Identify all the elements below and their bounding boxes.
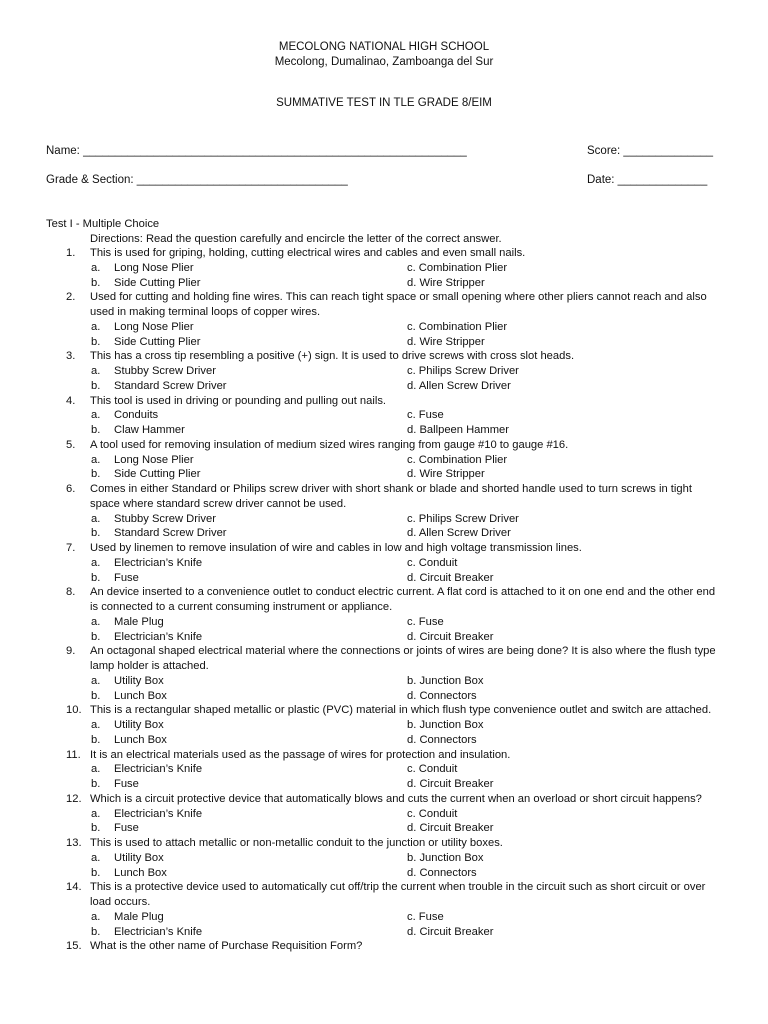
question-number: 11. [66, 748, 81, 761]
test-heading: Test I - Multiple Choice [46, 218, 160, 230]
option-letter: b. [91, 276, 101, 289]
answer-option[interactable]: d. Connectors [407, 733, 477, 746]
answer-option[interactable] [91, 453, 194, 468]
option-row [0, 261, 768, 276]
answer-option[interactable] [91, 866, 167, 881]
question-item [0, 246, 768, 290]
option-letter: a. [91, 674, 101, 687]
question-number: 9. [66, 645, 76, 658]
option-label: Lunch Box [114, 689, 167, 702]
question-number: 5. [66, 438, 76, 451]
answer-option[interactable] [91, 821, 139, 836]
question-number: 7. [66, 542, 76, 554]
answer-option[interactable] [91, 526, 227, 541]
question-text: An device inserted to a convenience outlet to conduct electric current. A flat cord is attached to it on one end and the other end is connected to a current consuming instrument or appliance. [90, 586, 716, 613]
option-label: Utility Box [114, 851, 164, 864]
option-label: Standard Screw Driver [114, 527, 227, 540]
option-label: Utility Box [114, 674, 164, 687]
option-letter: a. [91, 556, 101, 569]
answer-option[interactable] [91, 261, 194, 276]
option-letter: b. [91, 335, 101, 348]
option-label: Long Nose Plier [114, 453, 194, 466]
answer-option[interactable] [91, 408, 158, 423]
question-item [0, 939, 768, 954]
option-letter: a. [91, 512, 101, 525]
option-label: Male Plug [114, 615, 164, 628]
option-label: Fuse [114, 571, 139, 584]
option-row [0, 733, 768, 748]
answer-option[interactable] [91, 467, 200, 482]
option-label: Lunch Box [114, 866, 167, 879]
option-label: Long Nose Plier [114, 261, 194, 274]
answer-option[interactable]: c. Fuse [407, 615, 444, 628]
answer-option[interactable]: c. Conduit [407, 763, 458, 776]
option-label: Fuse [114, 822, 139, 835]
school-header [0, 40, 768, 70]
option-label: Standard Screw Driver [114, 379, 227, 392]
school-name: MECOLONG NATIONAL HIGH SCHOOL [278, 41, 490, 53]
option-row [0, 423, 768, 438]
answer-option[interactable]: c. Conduit [407, 556, 458, 569]
answer-option[interactable] [91, 276, 200, 291]
answer-option[interactable]: d. Allen Screw Driver [407, 527, 511, 540]
option-row [0, 556, 768, 571]
question-item [0, 482, 768, 541]
question-number: 6. [66, 483, 76, 495]
question-text: This is used for griping, holding, cutting electrical wires and cables and even small nails. [90, 247, 526, 259]
option-letter: b. [91, 866, 101, 879]
option-row [0, 379, 768, 394]
question-text: A tool used for removing insulation of medium sized wires ranging from gauge #10 to gauge #16. [90, 438, 569, 451]
option-letter: a. [91, 763, 101, 776]
question-item [0, 290, 768, 349]
answer-option[interactable]: c. Fuse [407, 409, 444, 422]
question-text: This is a rectangular shaped metallic or plastic (PVC) material in which flush type convenience outlet and switch are attached. [90, 704, 712, 717]
answer-option[interactable] [91, 910, 164, 925]
option-letter: b. [91, 424, 101, 436]
option-label: Conduits [114, 409, 159, 422]
answer-option[interactable]: c. Philips Screw Driver [407, 512, 519, 525]
option-letter: a. [91, 365, 101, 377]
option-label: Stubby Screw Driver [114, 365, 216, 377]
option-letter: a. [91, 719, 101, 731]
question-item [0, 541, 768, 585]
question-text: Used for cutting and holding fine wires. This can reach tight space or small opening where other pliers cannot reach and also used in making terminal loops of copper wires. [90, 291, 707, 318]
question-number: 8. [66, 586, 76, 599]
question-number: 2. [66, 291, 76, 304]
question-item [0, 748, 768, 792]
question-number: 15. [66, 940, 82, 953]
option-letter: a. [91, 807, 101, 820]
answer-option[interactable] [91, 674, 164, 689]
option-label: Electrician’s Knife [114, 556, 203, 569]
option-letter: b. [91, 822, 101, 835]
option-label: Electrician’s Knife [114, 630, 203, 643]
option-letter: b. [91, 571, 101, 584]
answer-option[interactable]: d. Circuit Breaker [407, 778, 494, 790]
option-row [0, 807, 768, 822]
option-row [0, 512, 768, 527]
answer-option[interactable]: d. Circuit Breaker [407, 630, 494, 643]
option-label: Side Cutting Plier [114, 468, 201, 481]
answer-option[interactable]: c. Conduit [407, 807, 458, 820]
answer-option[interactable]: b. Junction Box [407, 851, 484, 864]
option-label: Stubby Screw Driver [114, 512, 216, 525]
answer-option[interactable]: d. Circuit Breaker [407, 571, 494, 584]
test-title: SUMMATIVE TEST IN TLE GRADE 8/EIM [276, 97, 492, 109]
option-row [0, 762, 768, 777]
score-field[interactable]: Score: ______________ [587, 145, 713, 157]
answer-option[interactable] [91, 556, 202, 571]
answer-option[interactable] [91, 364, 216, 379]
answer-option[interactable] [91, 571, 139, 586]
question-text: What is the other name of Purchase Requisition Form? [90, 940, 363, 953]
option-label: Lunch Box [114, 733, 167, 746]
option-label: Side Cutting Plier [114, 276, 201, 289]
option-row [0, 276, 768, 291]
option-label: Long Nose Plier [114, 320, 194, 333]
option-row [0, 777, 768, 792]
question-text: This is a protective device used to automatically cut off/trip the current when trouble in the circuit such as short circuit or over load occurs. [90, 881, 706, 908]
answer-option[interactable] [91, 807, 202, 822]
option-row [0, 630, 768, 645]
answer-option[interactable] [91, 335, 200, 350]
option-letter: b. [91, 468, 101, 481]
question-item [0, 349, 768, 393]
answer-option[interactable] [91, 512, 216, 527]
date-field[interactable]: Date: ______________ [587, 174, 708, 186]
option-row [0, 925, 768, 940]
answer-option[interactable]: c. Combination Plier [407, 453, 508, 466]
answer-option[interactable] [91, 733, 167, 748]
answer-option[interactable] [91, 925, 202, 940]
option-letter: b. [91, 778, 101, 790]
option-row [0, 821, 768, 836]
question-text: It is an electrical materials used as the passage of wires for protection and insulation. [90, 748, 511, 761]
question-number: 14. [66, 881, 82, 894]
question-list [0, 246, 768, 954]
option-label: Electrician’s Knife [114, 925, 203, 938]
option-row [0, 335, 768, 350]
option-row [0, 718, 768, 733]
option-label: Male Plug [114, 910, 164, 923]
question-text: Comes in either Standard or Philips screw driver with short shank or blade and shorted handle used to turn screws in tight space where standard screw driver cannot be used. [90, 483, 692, 510]
option-letter: b. [91, 630, 101, 643]
answer-option[interactable] [91, 777, 139, 792]
answer-option[interactable] [91, 762, 202, 777]
answer-option[interactable]: d. Wire Stripper [407, 468, 485, 481]
question-item [0, 644, 768, 703]
answer-option[interactable] [91, 615, 164, 630]
question-text: This is used to attach metallic or non-metallic conduit to the junction or utility boxes. [90, 837, 503, 849]
answer-option[interactable]: d. Allen Screw Driver [407, 379, 511, 392]
answer-option[interactable] [91, 423, 185, 438]
answer-option[interactable]: c. Fuse [407, 910, 444, 923]
question-item [0, 792, 768, 836]
answer-option[interactable]: b. Junction Box [407, 674, 484, 687]
question-text: This has a cross tip resembling a positive (+) sign. It is used to drive screws with cross slot heads. [90, 350, 575, 363]
option-label: Utility Box [114, 719, 164, 731]
answer-option[interactable] [91, 718, 164, 733]
question-number: 13. [66, 837, 82, 849]
answer-option[interactable]: d. Circuit Breaker [407, 925, 494, 938]
option-letter: a. [91, 453, 101, 466]
question-text: An octagonal shaped electrical material where the connections or joints of wires are being done? It is also where the flush type lamp holder is attached. [90, 645, 716, 672]
option-row [0, 526, 768, 541]
answer-option[interactable] [91, 379, 227, 394]
answer-option[interactable]: d. Ballpeen Hammer [407, 424, 509, 436]
answer-option[interactable]: b. Junction Box [407, 719, 484, 731]
option-row [0, 866, 768, 881]
option-row [0, 674, 768, 689]
option-label: Electrician’s Knife [114, 763, 203, 776]
grade-section-field[interactable]: Grade & Section: _________________________________ [46, 174, 348, 186]
option-row [0, 467, 768, 482]
answer-option[interactable]: d. Wire Stripper [407, 335, 485, 348]
answer-option[interactable]: d. Wire Stripper [407, 276, 485, 289]
question-item [0, 836, 768, 880]
answer-option[interactable] [91, 689, 167, 704]
answer-option[interactable]: d. Circuit Breaker [407, 822, 494, 835]
question-text: Which is a circuit protective device that automatically blows and cuts the current when an overload or short circuit happens? [90, 792, 702, 805]
option-label: Electrician’s Knife [114, 807, 203, 820]
option-letter: a. [91, 910, 101, 923]
option-row [0, 615, 768, 630]
option-row [0, 320, 768, 335]
option-letter: a. [91, 615, 101, 628]
option-label: Side Cutting Plier [114, 335, 201, 348]
question-number: 12. [66, 792, 82, 805]
question-item [0, 394, 768, 438]
option-row [0, 364, 768, 379]
option-row [0, 910, 768, 925]
question-number: 4. [66, 394, 76, 407]
question-number: 10. [66, 704, 82, 717]
answer-option[interactable]: d. Connectors [407, 689, 477, 702]
option-row [0, 408, 768, 423]
question-number: 1. [66, 247, 76, 259]
option-letter: b. [91, 925, 101, 938]
question-item [0, 438, 768, 482]
question-item [0, 880, 768, 939]
option-row [0, 571, 768, 586]
option-letter: b. [91, 379, 101, 392]
option-letter: b. [91, 733, 101, 746]
answer-option[interactable] [91, 320, 194, 335]
answer-option[interactable]: c. Combination Plier [407, 261, 508, 274]
question-text: This tool is used in driving or pounding and pulling out nails. [90, 394, 387, 407]
question-item [0, 703, 768, 747]
option-letter: a. [91, 320, 101, 333]
option-row [0, 851, 768, 866]
name-field[interactable]: Name: ____________________________________________________________ [46, 145, 467, 157]
option-letter: a. [91, 409, 101, 422]
question-text: Used by linemen to remove insulation of wire and cables in low and high voltage transmission lines. [90, 542, 582, 554]
school-address: Mecolong, Dumalinao, Zamboanga del Sur [274, 56, 494, 68]
option-letter: b. [91, 527, 101, 540]
answer-option[interactable] [91, 630, 202, 645]
answer-option[interactable]: d. Connectors [407, 866, 477, 879]
answer-option[interactable] [91, 851, 164, 866]
question-number: 3. [66, 350, 76, 363]
test-directions: Directions: Read the question carefully and encircle the letter of the correct answer. [90, 233, 502, 245]
option-letter: b. [91, 689, 101, 702]
option-letter: a. [91, 851, 101, 864]
option-row [0, 453, 768, 468]
option-label: Fuse [114, 778, 139, 790]
option-row [0, 689, 768, 704]
answer-option[interactable]: c. Philips Screw Driver [407, 365, 519, 377]
option-letter: a. [91, 261, 101, 274]
option-label: Claw Hammer [114, 424, 185, 436]
question-item [0, 585, 768, 644]
answer-option[interactable]: c. Combination Plier [407, 320, 508, 333]
